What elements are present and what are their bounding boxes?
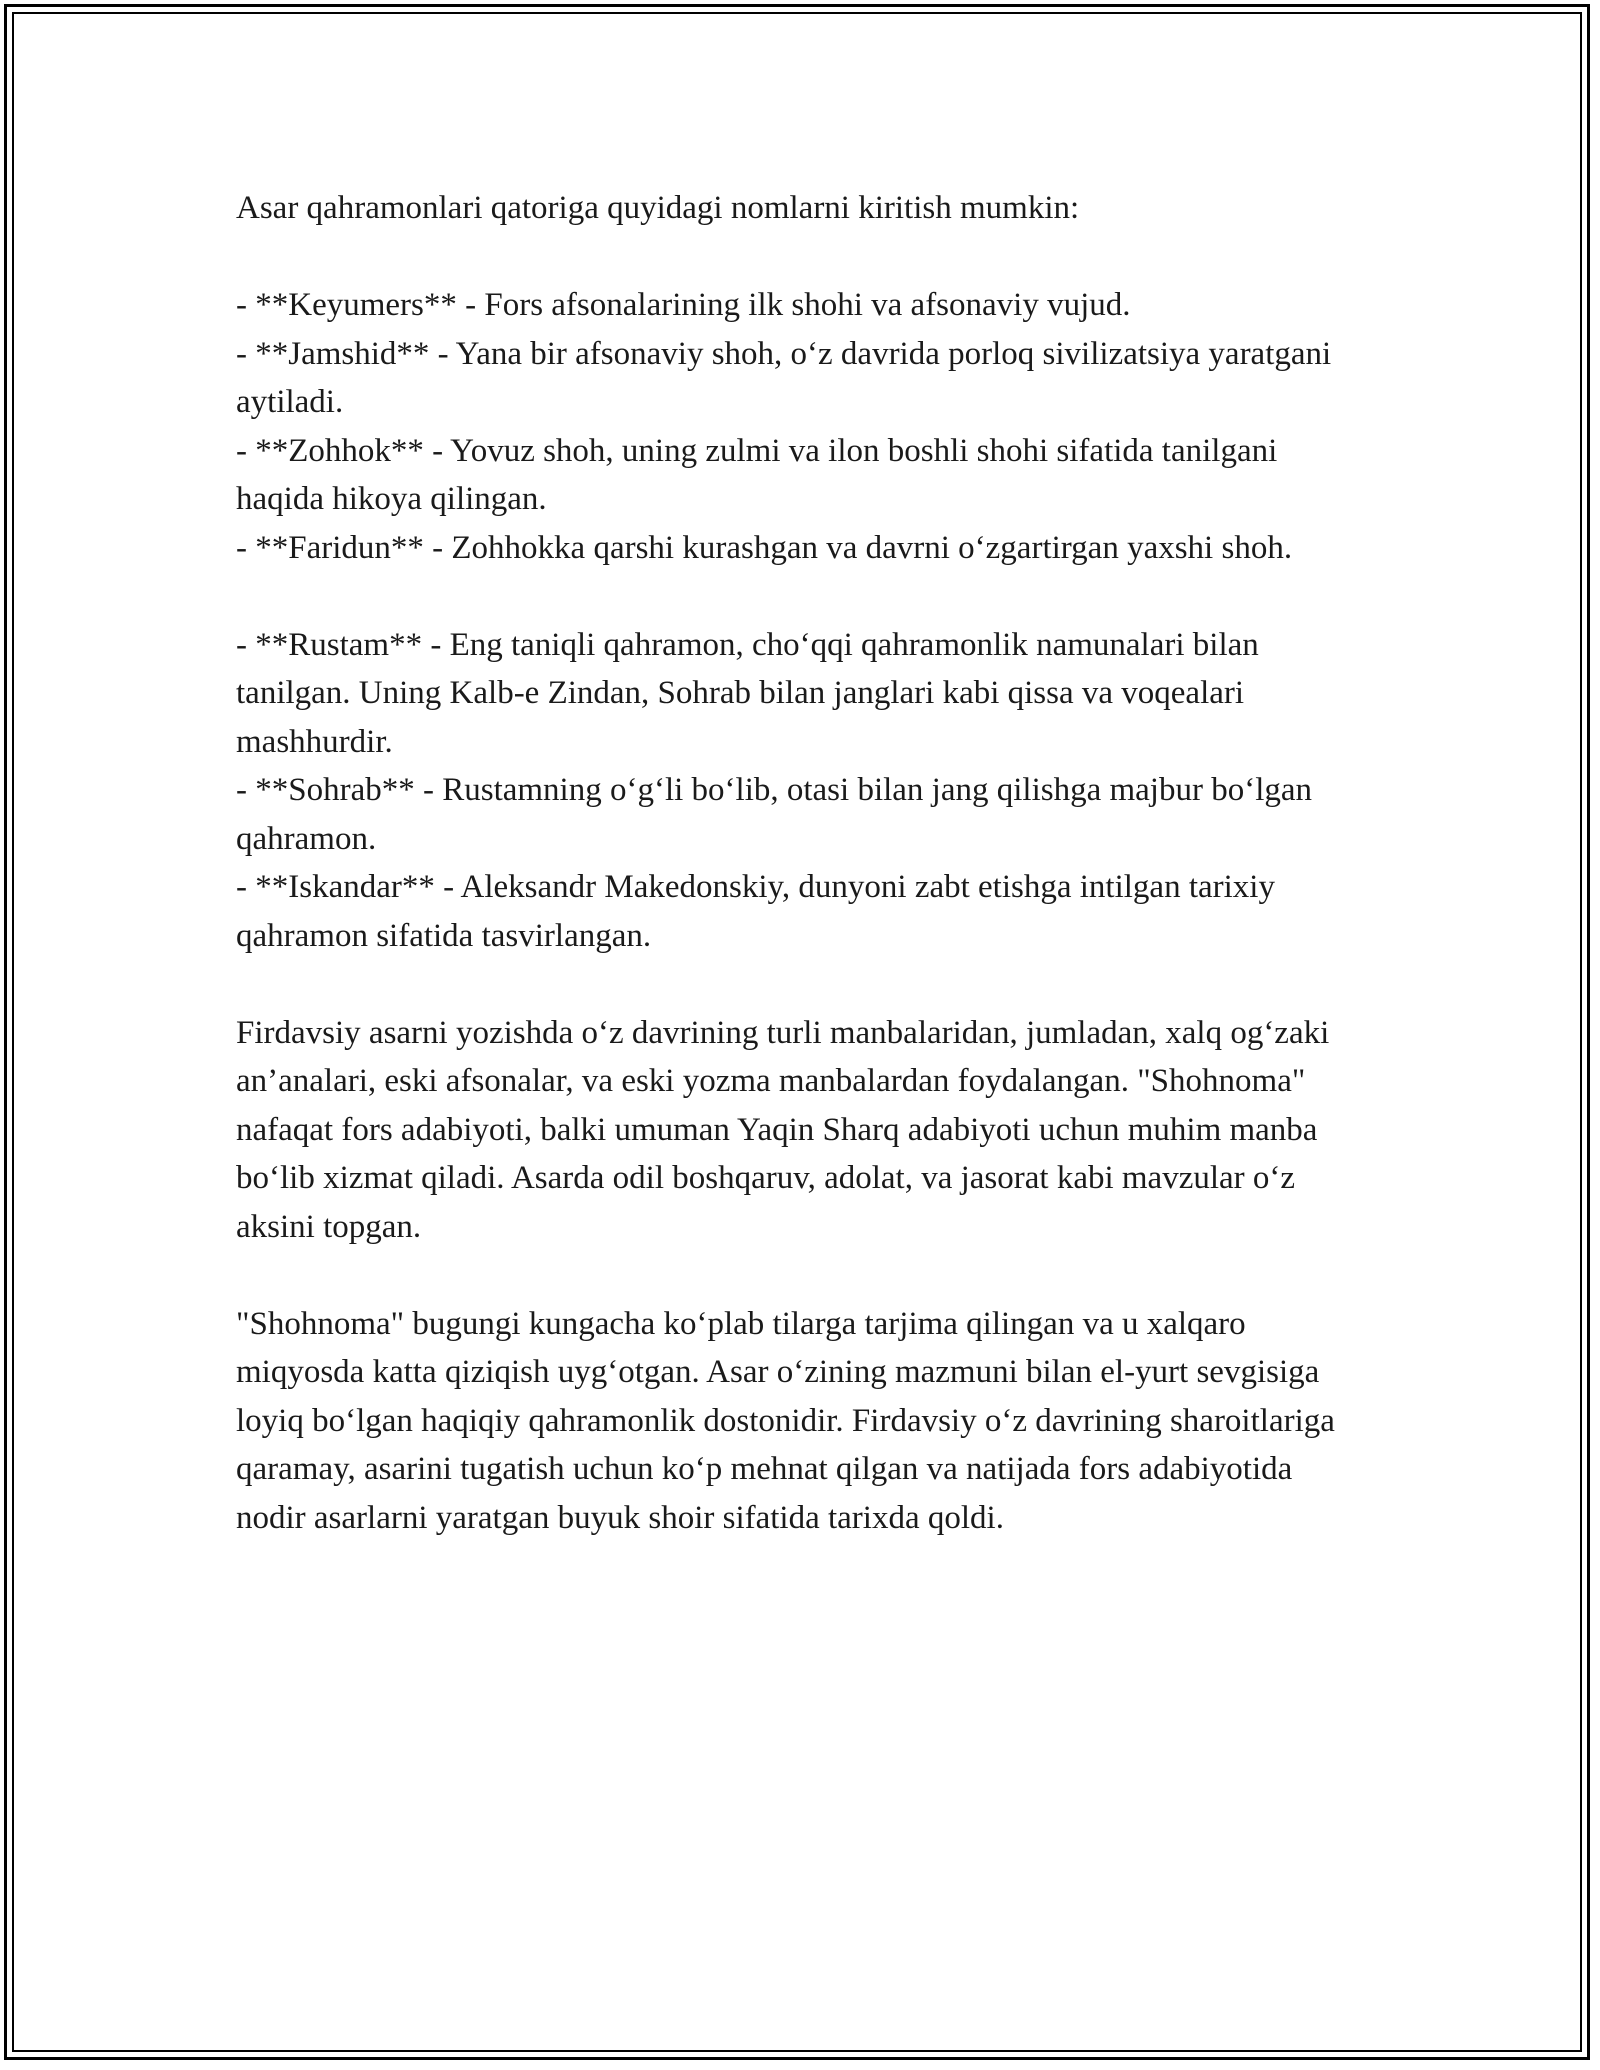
list-item-rustam: - **Rustam** - Eng taniqli qahramon, cho‘qqi qahramonlik namunalari bilan tanilgan. Uning Kalb-e Zindan, Sohrab bilan janglari kabi qissa va voqealari mashhurdir. xyxy=(236,626,1259,760)
paragraph-legacy: "Shohnoma" bugungi kungacha ko‘plab tilarga tarjima qilingan va u xalqaro miqyosda katta qiziqish uyg‘otgan. Asar o‘zining mazmuni bilan el-yurt sevgisiga loyiq bo‘lgan haqiqiy qahramonlik dostonidir. Firdavsiy o‘z davrining sharoitlariga qaramay, asarini tugatish uchun ko‘p mehnat qilgan va natijada fors adabiyotida nodir asarlarni yaratgan buyuk shoir sifatida tarixda qoldi. xyxy=(236,1305,1335,1536)
list-item-keyumers: - **Keyumers** - Fors afsonalarining ilk shohi va afsonaviy vujud. xyxy=(236,287,1131,323)
intro-line: Asar qahramonlari qatoriga quyidagi nomlarni kiritish mumkin: xyxy=(236,190,1080,226)
spacer xyxy=(236,1251,1366,1300)
spacer xyxy=(236,233,1366,282)
paragraph-sources: Firdavsiy asarni yozishda o‘z davrining turli manbalaridan, jumladan, xalq og‘zaki an’analari, eski afsonalar, va eski yozma manbalardan foydalangan. "Shohnoma" nafaqat fors adabiyoti, balki umuman Yaqin Sharq adabiyoti uchun muhim manba bo‘lib xizmat qiladi. Asarda odil boshqaruv, adolat, va jasorat kabi mavzular o‘z aksini topgan. xyxy=(236,1014,1330,1245)
list-item-sohrab: - **Sohrab** - Rustamning o‘g‘li bo‘lib, otasi bilan jang qilishga majbur bo‘lgan qahramon. xyxy=(236,772,1313,857)
document-body xyxy=(236,184,1366,1542)
list-item-iskandar: - **Iskandar** - Aleksandr Makedonskiy, dunyoni zabt etishga intilgan tarixiy qahramon sifatida tasvirlangan. xyxy=(236,869,1275,954)
list-item-faridun: - **Faridun** - Zohhokka qarshi kurashgan va davrni o‘zgartirgan yaxshi shoh. xyxy=(236,529,1293,566)
spacer xyxy=(236,572,1366,621)
spacer xyxy=(236,960,1366,1009)
list-item-zohhok: - **Zohhok** - Yovuz shoh, uning zulmi va ilon boshli shohi sifatida tanilgani haqida hikoya qilingan. xyxy=(236,432,1278,517)
list-item-jamshid: - **Jamshid** - Yana bir afsonaviy shoh, o‘z davrida porloq sivilizatsiya yaratgani aytiladi. xyxy=(236,335,1332,420)
